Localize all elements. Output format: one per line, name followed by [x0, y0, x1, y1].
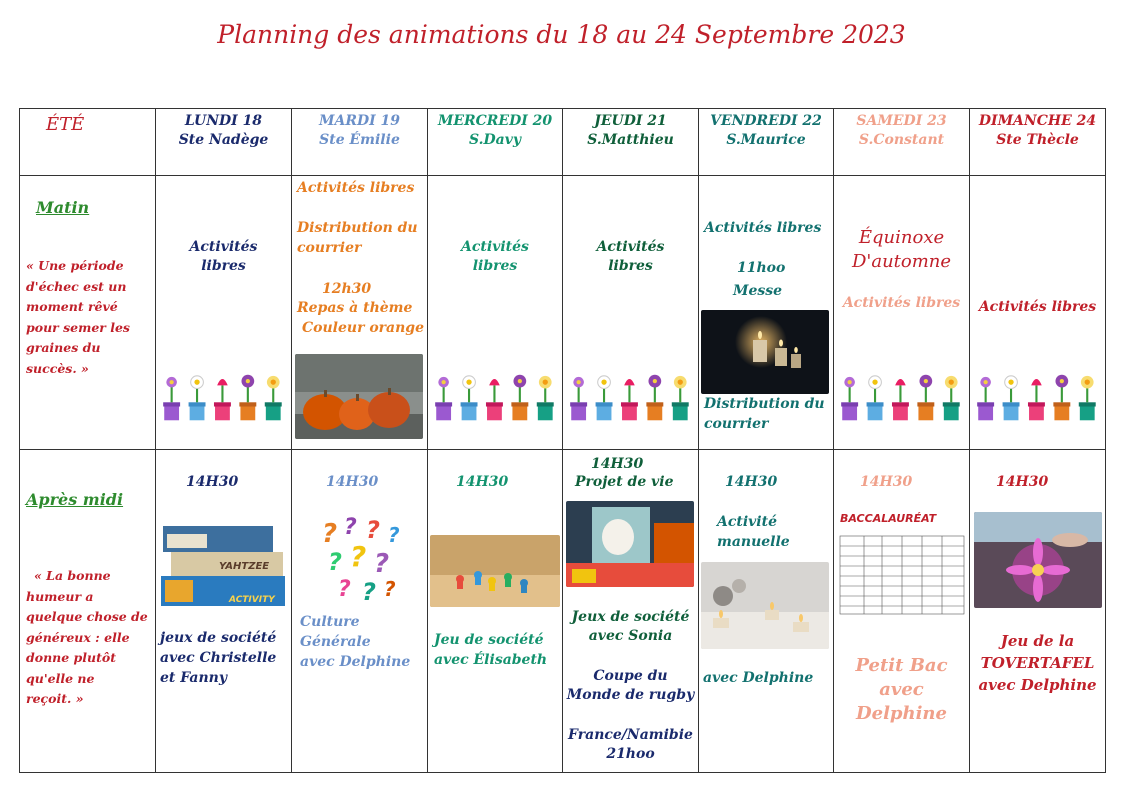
afternoon-vendredi	[699, 450, 834, 773]
text-line: avec Delphine	[978, 676, 1097, 694]
morning-vendredi	[699, 176, 834, 450]
activity-text: Projet de vie	[575, 474, 674, 490]
time-text: 14H30	[186, 474, 239, 490]
quote-line: succès. »	[26, 360, 89, 376]
quote-line: d'échec est un	[26, 278, 127, 294]
text-line: Activités	[461, 239, 529, 255]
quote-line: qu'elle ne	[26, 670, 95, 686]
day-saint: Ste Thècle	[996, 132, 1079, 148]
activity-text: Activités libres	[978, 299, 1097, 315]
activity-text	[434, 630, 547, 670]
page-title: Planning des animations du 18 au 24 Septembre 2023	[217, 20, 906, 49]
quote-line: pour semer les	[26, 319, 130, 335]
text-line: avec Sonia	[588, 628, 673, 644]
time-text: 14H30	[860, 474, 913, 490]
day-name: VENDREDI 22	[710, 113, 822, 129]
time-text: 12h30	[322, 281, 372, 297]
day-saint: S.Maurice	[726, 132, 806, 148]
day-name: MARDI 19	[318, 113, 401, 129]
text-line: Jeu de la	[1000, 632, 1075, 650]
svg-text:?: ?	[362, 578, 376, 606]
svg-text:?: ?	[384, 577, 396, 601]
board-games-image	[159, 522, 287, 608]
activity-text	[563, 667, 698, 705]
activity-text	[160, 628, 276, 688]
activity-text	[300, 612, 410, 672]
quote-line: humeur a	[26, 588, 94, 604]
activity-text: Activités libres	[842, 295, 961, 311]
flower-pots-image	[838, 372, 965, 422]
morning-row	[20, 176, 1106, 450]
activity-text	[563, 238, 698, 276]
day-saint: S.Davy	[469, 132, 521, 148]
svg-text:?: ?	[328, 548, 342, 576]
morning-samedi	[834, 176, 970, 450]
text-line: avec Christelle	[160, 650, 277, 666]
text-line: Activités	[596, 239, 665, 255]
svg-text:?: ?	[338, 577, 351, 602]
text-line: Jeux de société	[571, 609, 690, 625]
quote-line: « Une période	[26, 258, 124, 273]
afternoon-row	[20, 450, 1106, 773]
afternoon-samedi	[834, 450, 970, 773]
question-marks-image	[310, 512, 415, 607]
svg-text:?: ?	[322, 519, 338, 549]
season-cell	[20, 109, 156, 176]
day-saint: S.Constant	[858, 132, 945, 148]
activity-text	[297, 218, 418, 258]
day-header-lundi	[156, 109, 292, 176]
text-line: Activité	[717, 514, 777, 530]
activity-text	[563, 726, 698, 764]
flower-pots-image	[432, 372, 559, 422]
text-line: avec	[879, 679, 924, 700]
text-line: Jeu de société	[434, 632, 544, 648]
day-name: JEUDI 21	[594, 113, 667, 129]
text-line: France/Namibie	[568, 727, 693, 743]
afternoon-mardi	[292, 450, 428, 773]
text-line: D'automne	[851, 251, 952, 272]
activity-text	[563, 608, 698, 646]
morning-label: Matin	[36, 198, 90, 217]
afternoon-jeudi	[563, 450, 699, 773]
candles-image	[701, 310, 829, 394]
event-title	[834, 226, 969, 274]
text-line: avec Élisabeth	[434, 652, 548, 668]
morning-dimanche	[970, 176, 1106, 450]
activity-text: Repas à thème	[297, 300, 413, 316]
quote-line: donne plutôt	[26, 650, 117, 665]
flower-pots-image	[974, 372, 1101, 422]
afternoon-mercredi	[428, 450, 563, 773]
day-name: SAMEDI 23	[856, 113, 947, 129]
svg-text:?: ?	[374, 549, 390, 579]
quote-line: graines du	[26, 340, 101, 355]
morning-quote	[26, 256, 130, 379]
morning-jeudi	[563, 176, 699, 450]
day-name: DIMANCHE 24	[978, 113, 1097, 129]
activity-text: Activités libres	[704, 220, 822, 236]
afternoon-lundi	[156, 450, 292, 773]
text-line: TOVERTAFEL	[980, 654, 1095, 672]
quote-line: « La bonne	[34, 568, 111, 583]
text-line: Culture	[300, 614, 360, 630]
day-header-mardi	[292, 109, 428, 176]
time-text: 14H30	[326, 474, 379, 490]
activity-text	[834, 654, 969, 726]
petit-bac-title: BACCALAURÉAT	[840, 512, 937, 525]
day-header-dimanche	[970, 109, 1106, 176]
morning-mardi	[292, 176, 428, 450]
projet-de-vie-image	[566, 501, 694, 587]
petit-bac-image	[838, 508, 966, 620]
afternoon-quote	[26, 566, 148, 710]
pumpkins-image	[295, 354, 423, 439]
morning-lundi	[156, 176, 292, 450]
text-line: 21hoo	[606, 746, 655, 762]
day-header-vendredi	[699, 109, 834, 176]
activity-text: avec Delphine	[703, 670, 814, 686]
text-line: Monde de rugby	[566, 687, 695, 703]
time-text: 14H30	[996, 474, 1049, 490]
quote-line: moment rêvé	[26, 299, 118, 314]
text-line: Équinoxe	[858, 227, 945, 248]
activity-box-label: ACTIVITY	[229, 595, 275, 605]
text-line: Delphine	[856, 703, 947, 724]
time-text: 11hoo	[737, 260, 786, 276]
day-header-mercredi	[428, 109, 563, 176]
flower-pots-image	[567, 372, 694, 422]
season-label: ÉTÉ	[46, 114, 85, 135]
day-saint: Ste Nadège	[178, 132, 269, 148]
board-game-pawns-image	[430, 535, 560, 607]
yahtzee-box-label: YAHTZEE	[219, 561, 270, 572]
quote-line: reçoit. »	[26, 691, 84, 706]
text-line: avec Delphine	[300, 654, 411, 670]
day-header-jeudi	[563, 109, 699, 176]
text-line: Générale	[300, 634, 371, 650]
morning-label-cell	[20, 176, 156, 450]
activity-text	[704, 394, 825, 434]
activity-text	[428, 238, 562, 276]
text-line: Coupe du	[593, 668, 668, 684]
quote-line: généreux : elle	[26, 629, 130, 645]
activity-text	[970, 630, 1105, 696]
candles-decor-image	[701, 562, 829, 649]
planning-table	[19, 108, 1106, 773]
text-line: Distribution du	[704, 396, 825, 412]
text-line: libres	[608, 258, 653, 274]
tovertafel-image	[974, 512, 1102, 608]
text-line: manuelle	[717, 534, 790, 550]
activity-text: Activités libres	[297, 180, 415, 196]
activity-text	[156, 238, 291, 276]
text-line: courrier	[297, 240, 362, 256]
text-line: libres	[201, 258, 246, 274]
day-header-samedi	[834, 109, 970, 176]
svg-text:?: ?	[344, 515, 357, 540]
flower-pots-image	[160, 372, 287, 422]
morning-mercredi	[428, 176, 563, 450]
svg-text:?: ?	[388, 523, 400, 547]
afternoon-label: Après midi	[26, 490, 124, 509]
svg-text:?: ?	[366, 516, 380, 544]
text-line: Distribution du	[297, 220, 418, 236]
day-saint: Ste Émilie	[319, 132, 400, 148]
time-text: 14H30	[725, 474, 778, 490]
text-line: et Fanny	[160, 670, 227, 686]
afternoon-label-cell	[20, 450, 156, 773]
activity-text: Couleur orange	[302, 320, 424, 336]
text-line: courrier	[704, 416, 769, 432]
day-name: MERCREDI 20	[437, 113, 553, 129]
svg-text:?: ?	[350, 540, 367, 573]
quote-line: quelque chose de	[26, 609, 148, 624]
time-text: 14H30	[591, 456, 644, 472]
day-saint: S.Matthieu	[587, 132, 674, 148]
text-line: Petit Bac	[855, 655, 948, 676]
text-line: libres	[472, 258, 518, 274]
afternoon-dimanche	[970, 450, 1106, 773]
day-name: LUNDI 18	[184, 113, 263, 129]
time-text: 14H30	[456, 474, 509, 490]
activity-text: Messe	[733, 283, 783, 299]
header-row	[20, 109, 1106, 176]
activity-text	[717, 512, 790, 552]
text-line: Activités	[189, 239, 258, 255]
text-line: jeux de société	[160, 630, 277, 646]
